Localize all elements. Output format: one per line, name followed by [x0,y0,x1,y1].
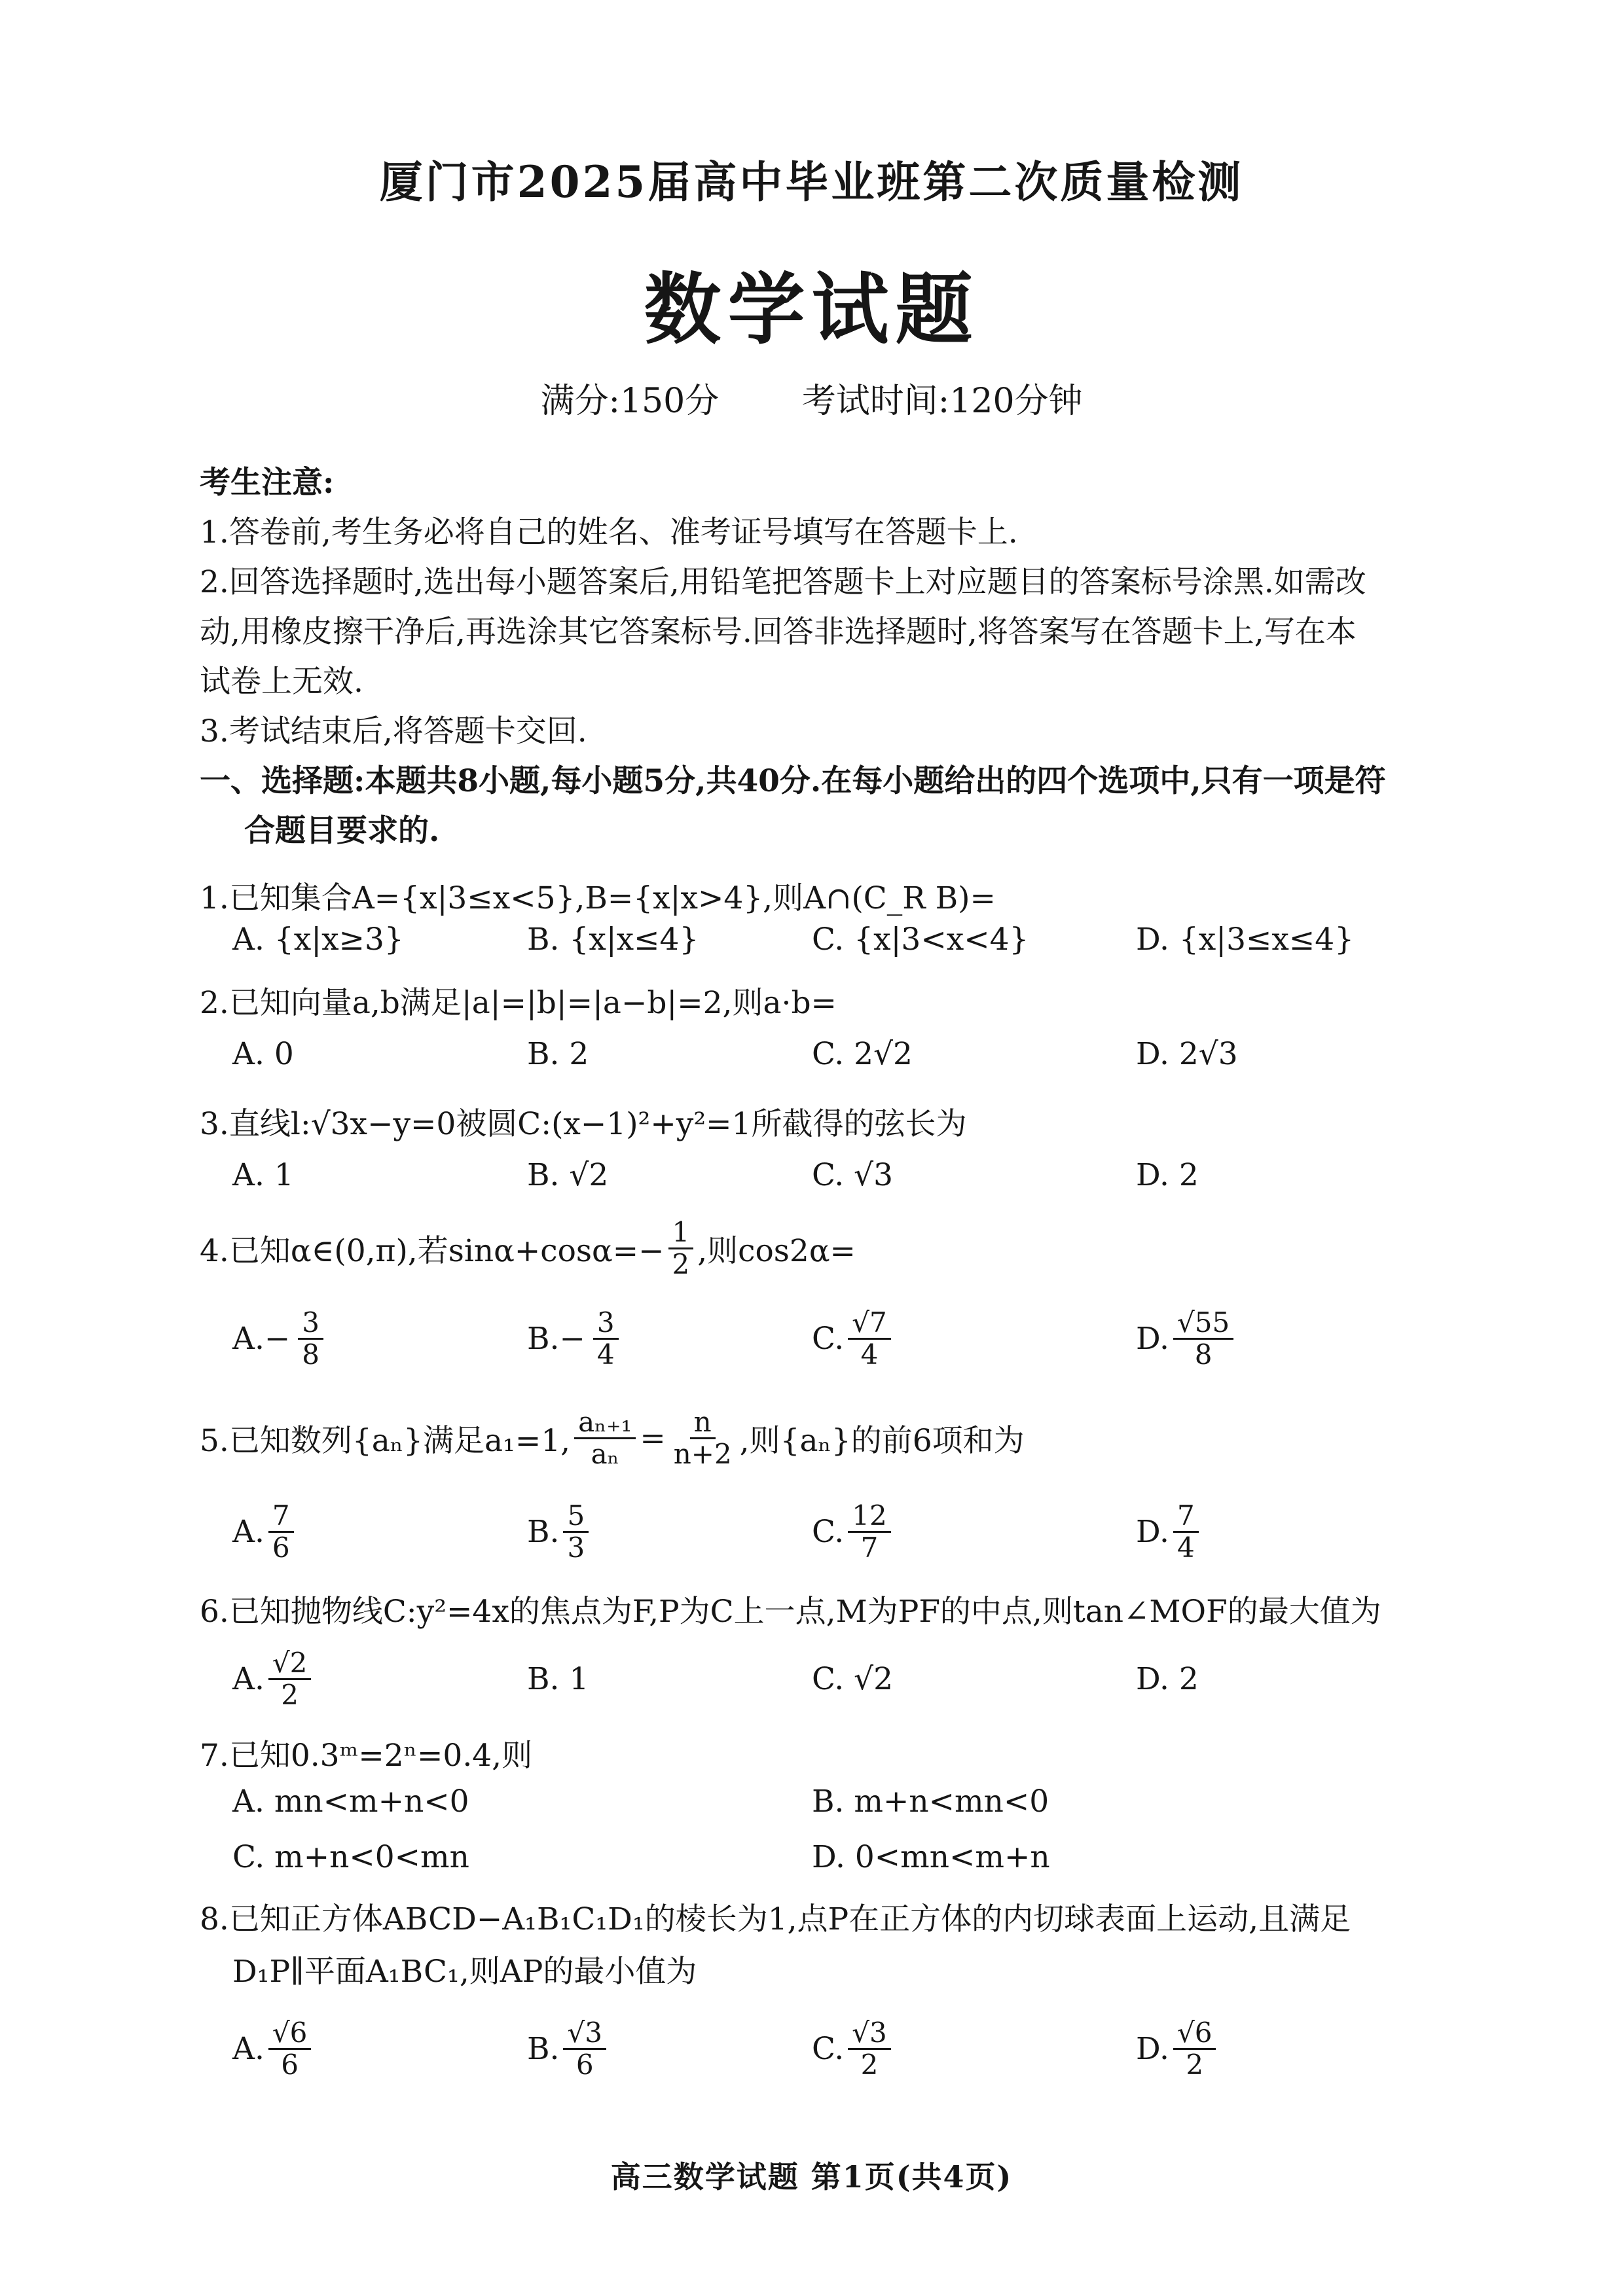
q5-d-num: 7 [1173,1501,1199,1533]
q7-option-b: B. m+n<mn<0 [812,1784,1049,1820]
q8-d-label: D. [1136,2030,1169,2067]
question-8-line-1: 8.已知正方体ABCD−A₁B₁C₁D₁的棱长为1,点P在正方体的内切球表面上运动,且满足 [200,1901,1351,1937]
question-8-line-2: D₁P∥平面A₁BC₁,则AP的最小值为 [232,1954,697,1990]
q4-b-fraction [593,1308,619,1370]
q5-f2-num: n [690,1407,716,1439]
question-1-options [232,913,1427,965]
q1-option-a: A. {x|x≥3} [232,921,404,958]
q5-c-fraction [848,1501,890,1563]
q4-a-den: 8 [302,1338,320,1371]
q4-fraction [668,1217,694,1280]
q4-text-post: ,则cos2α= [697,1233,856,1269]
q4-a-sign: − [264,1320,291,1357]
q8-option-a [232,2013,315,2085]
q7-option-d: D. 0<mn<m+n [812,1839,1050,1875]
subject-title: 数学试题 [644,264,979,355]
q5-fraction-2 [670,1407,736,1469]
q5-option-b [527,1496,593,1568]
q5-text-pre: 5.已知数列{aₙ}满足a₁=1, [200,1423,571,1459]
q5-a-den: 6 [272,1531,290,1564]
q4-d-fraction [1173,1308,1233,1370]
q5-text-post: ,则{aₙ}的前6项和为 [739,1423,1025,1459]
q6-option-d: D. 2 [1136,1660,1199,1697]
q1-option-b: B. {x|x≤4} [527,921,699,958]
q5-option-c [812,1496,895,1568]
q7-option-a: A. mn<m+n<0 [232,1784,469,1820]
q2-option-c: C. 2√2 [812,1035,913,1072]
q5-b-label: B. [527,1513,560,1550]
q1-option-c: C. {x|3<x<4} [812,921,1029,958]
question-3: 3.直线l:√3x−y=0被圆C:(x−1)²+y²=1所截得的弦长为 [200,1106,967,1142]
q4-b-den: 4 [596,1338,615,1371]
q5-equals: = [640,1420,666,1456]
note-2-cont: 动,用橡皮擦干净后,再选涂其它答案标号.回答非选择题时,将答案写在答题卡上,写在本 [200,614,1357,650]
full-score: 满分:150分 [540,382,720,421]
q8-a-num: √6 [268,2018,311,2050]
question-2-options [232,1024,1427,1083]
question-2: 2.已知向量a,b满足|a|=|b|=|a−b|=2,则a·b= [200,985,837,1021]
q1-option-d: D. {x|3≤x≤4} [1136,921,1355,958]
question-8-options [232,2013,1427,2085]
q6-option-a [232,1643,315,1715]
q4-d-label: D. [1136,1320,1169,1357]
question-4 [200,1217,1427,1280]
q8-option-d [1136,2013,1220,2085]
question-6-options [232,1643,1427,1715]
q6-a-den: 2 [281,1678,299,1711]
note-2-end: 试卷上无效. [200,664,363,700]
q5-c-den: 7 [860,1531,879,1564]
q4-fraction-num: 1 [668,1217,694,1249]
q5-a-fraction [268,1501,294,1563]
q4-a-num: 3 [298,1308,323,1340]
q5-fraction-1 [574,1407,636,1469]
q8-d-fraction [1173,2018,1216,2080]
question-3-options [232,1145,1427,1204]
q2-option-b: B. 2 [527,1035,589,1072]
exam-title: 厦门市2025届高中毕业班第二次质量检测 [379,156,1244,207]
section-heading: 一、选择题:本题共8小题,每小题5分,共40分.在每小题给出的四个选项中,只有一项是符 [200,763,1386,799]
q3-option-b: B. √2 [527,1157,609,1193]
exam-time: 考试时间:120分钟 [801,382,1083,421]
q3-option-c: C. √3 [812,1157,894,1193]
note-2: 2.回答选择题时,选出每小题答案后,用铅笔把答题卡上对应题目的答案标号涂黑.如需改 [200,564,1366,600]
q5-option-a [232,1496,298,1568]
q4-c-num: √7 [848,1308,890,1340]
q8-c-label: C. [812,2030,845,2067]
q8-c-num: √3 [848,2018,890,2050]
q5-d-label: D. [1136,1513,1169,1550]
q8-b-label: B. [527,2030,560,2067]
q3-option-a: A. 1 [232,1157,294,1193]
page-footer: 高三数学试题 第1页(共4页) [610,2159,1013,2195]
notes-heading: 考生注意: [200,465,335,501]
q4-d-num: √55 [1173,1308,1233,1340]
q5-c-label: C. [812,1513,845,1550]
q4-c-label: C. [812,1320,845,1357]
q4-text-pre: 4.已知α∈(0,π),若sinα+cosα=− [200,1233,665,1269]
q4-a-fraction [298,1308,323,1370]
q8-c-fraction [848,2018,890,2080]
q3-option-d: D. 2 [1136,1157,1199,1193]
question-6: 6.已知抛物线C:y²=4x的焦点为F,P为C上一点,M为PF的中点,则tan∠MOF的最大值为 [200,1594,1381,1630]
q4-option-a [232,1302,327,1374]
q8-b-num: √3 [563,2018,606,2050]
note-1: 1.答卷前,考生务必将自己的姓名、准考证号填写在答题卡上. [200,514,1018,550]
q5-b-num: 5 [563,1501,589,1533]
question-1: 1.已知集合A={x|3≤x<5},B={x|x>4},则A∩(C_R B)= [200,880,996,916]
notes [200,458,1427,856]
question-4-options [232,1302,1427,1374]
q8-option-b [527,2013,610,2085]
question-5 [200,1407,1427,1469]
q5-a-num: 7 [268,1501,294,1533]
q8-a-label: A. [232,2030,264,2067]
question-7: 7.已知0.3ᵐ=2ⁿ=0.4,则 [200,1738,533,1774]
q4-option-c [812,1302,895,1374]
q8-b-fraction [563,2018,606,2080]
q8-a-den: 6 [281,2048,299,2081]
q5-d-den: 4 [1176,1531,1195,1564]
q4-c-fraction [848,1308,890,1370]
q6-a-label: A. [232,1660,264,1697]
q4-b-sign: − [559,1320,585,1357]
q5-c-num: 12 [848,1501,890,1533]
q8-b-den: 6 [575,2048,594,2081]
q8-c-den: 2 [860,2048,879,2081]
q6-a-num: √2 [268,1648,311,1680]
section-heading-cont: 合题目要求的. [244,813,440,849]
q5-f1-num: aₙ₊₁ [574,1407,636,1439]
q2-option-d: D. 2√3 [1136,1035,1238,1072]
q4-option-d [1136,1302,1237,1374]
q5-b-fraction [563,1501,589,1563]
q5-option-d [1136,1496,1203,1568]
q6-a-fraction [268,1648,311,1710]
q5-f2-den: n+2 [673,1438,732,1470]
q5-a-label: A. [232,1513,264,1550]
q4-option-b [527,1302,623,1374]
q5-b-den: 3 [567,1531,585,1564]
q6-option-b: B. 1 [527,1660,589,1697]
q5-f1-den: aₙ [591,1438,619,1470]
q4-c-den: 4 [860,1338,879,1371]
exam-meta [0,373,1623,422]
q4-d-den: 8 [1194,1338,1213,1371]
question-5-options [232,1496,1427,1568]
q8-d-den: 2 [1186,2048,1204,2081]
q4-b-label: B. [527,1320,560,1357]
q8-a-fraction [268,2018,311,2080]
q4-b-num: 3 [593,1308,619,1340]
q4-a-label: A. [232,1320,264,1357]
q2-option-a: A. 0 [232,1035,294,1072]
q5-d-fraction [1173,1501,1199,1563]
q6-option-c: C. √2 [812,1660,894,1697]
q4-fraction-den: 2 [672,1248,690,1280]
q8-option-c [812,2013,895,2085]
q8-d-num: √6 [1173,2018,1216,2050]
note-3: 3.考试结束后,将答题卡交回. [200,713,587,749]
q7-option-c: C. m+n<0<mn [232,1839,469,1875]
